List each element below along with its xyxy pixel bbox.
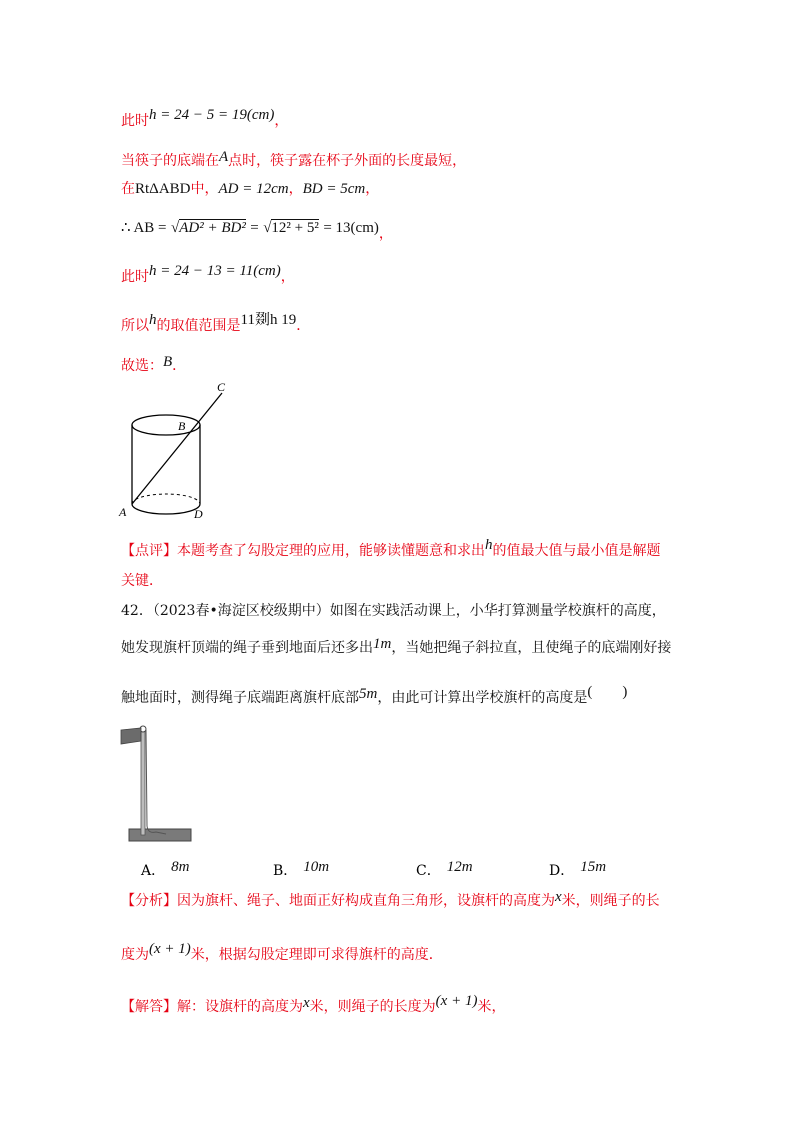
sqrt-sign: √ bbox=[263, 220, 272, 236]
answer-tag: 【解答】 bbox=[121, 999, 177, 1015]
range-formula: 11剟h 19 bbox=[240, 312, 297, 328]
text: 故选： bbox=[121, 358, 163, 374]
option-letter: C． bbox=[416, 863, 441, 879]
analysis-tag: 【分析】 bbox=[121, 893, 177, 909]
option-value: 15m bbox=[580, 859, 607, 875]
text: 米，根据勾股定理即可求得旗杆的高度． bbox=[190, 947, 443, 963]
text: 的值最大值与最小值是解题 bbox=[492, 543, 661, 559]
text: ， bbox=[280, 269, 295, 285]
text: 度为 bbox=[121, 947, 149, 963]
solution-line-7 bbox=[121, 356, 186, 376]
variable: x bbox=[555, 889, 562, 905]
text: 此时 bbox=[121, 269, 149, 285]
cylinder-bottom-front bbox=[132, 504, 200, 514]
analysis-line-2 bbox=[121, 941, 443, 965]
formula: h = 24 − 13 = 11(cm) bbox=[149, 263, 281, 279]
variable: h bbox=[485, 537, 493, 553]
text: 她发现旗杆顶端的绳子垂到地面后还多出 bbox=[121, 640, 373, 656]
text: 关键． bbox=[121, 573, 163, 589]
review-line-1 bbox=[121, 537, 661, 561]
option-letter: B． bbox=[273, 863, 298, 879]
option-a[interactable] bbox=[141, 861, 189, 881]
radicand: 12² + 5² bbox=[271, 220, 319, 236]
radicand: AD² + BD² bbox=[179, 220, 246, 236]
label-c: C bbox=[217, 380, 226, 394]
cylinder-figure bbox=[115, 378, 240, 523]
solution-line-2 bbox=[121, 151, 466, 171]
cylinder-bottom-back bbox=[132, 494, 200, 504]
text: 所以 bbox=[121, 318, 149, 334]
question-line-3 bbox=[121, 684, 628, 708]
variable: x bbox=[303, 995, 310, 1011]
variable: h bbox=[149, 312, 157, 328]
text: ， bbox=[274, 113, 289, 129]
text: ， bbox=[288, 181, 303, 197]
text: 此时 bbox=[121, 113, 149, 129]
solution-line-3 bbox=[121, 179, 379, 199]
label-b: B bbox=[178, 419, 186, 433]
solution-line-4 bbox=[121, 218, 393, 242]
text: 米， bbox=[477, 999, 506, 1015]
option-value: 8m bbox=[171, 859, 190, 875]
option-letter: D． bbox=[549, 863, 575, 879]
formula: AD = 12cm bbox=[218, 181, 289, 197]
answer-blank: ( ) bbox=[587, 684, 628, 700]
label-a: A bbox=[119, 505, 127, 519]
text: ， bbox=[378, 226, 393, 242]
variable: A bbox=[219, 149, 229, 165]
text: ． bbox=[172, 358, 187, 374]
question-line-1 bbox=[121, 601, 666, 621]
text: 点时，筷子露在杯子外面的长度最短， bbox=[228, 153, 467, 169]
formula: (x + 1) bbox=[435, 993, 478, 1009]
option-b[interactable] bbox=[273, 861, 329, 881]
text: 米，则绳子的长度为 bbox=[309, 999, 436, 1015]
text: ． bbox=[296, 318, 311, 334]
solution-line-5 bbox=[121, 263, 295, 287]
text: 中， bbox=[190, 181, 219, 197]
option-value: 12m bbox=[446, 859, 473, 875]
chopstick-line bbox=[132, 393, 222, 504]
flagpole-figure bbox=[118, 722, 198, 847]
formula: 5m bbox=[359, 686, 378, 702]
analysis-line-1 bbox=[121, 891, 660, 911]
text: 因为旗杆、绳子、地面正好构成直角三角形，设旗杆的高度为 bbox=[177, 893, 555, 909]
text: 在 bbox=[121, 181, 135, 197]
ground-base bbox=[129, 829, 191, 841]
sqrt-sign: √ bbox=[170, 220, 180, 236]
label-d: D bbox=[194, 507, 203, 521]
review-tag: 【点评】 bbox=[121, 543, 177, 559]
solution-line-6 bbox=[121, 312, 311, 336]
option-d[interactable] bbox=[549, 861, 606, 881]
formula: (x + 1) bbox=[149, 941, 191, 957]
solution-line-1 bbox=[121, 107, 289, 131]
flag bbox=[121, 728, 141, 744]
pole bbox=[141, 731, 145, 835]
text: ，当她把绳子斜拉直，且使绳子的底端刚好接 bbox=[391, 640, 672, 656]
option-c[interactable] bbox=[416, 861, 473, 881]
formula: h = 24 − 5 = 19(cm) bbox=[149, 107, 275, 123]
text: ，由此可计算出学校旗杆的高度是 bbox=[377, 690, 588, 706]
question-line-2 bbox=[121, 638, 671, 658]
text: 米，则绳子的长 bbox=[561, 893, 660, 909]
option-letter: A． bbox=[141, 863, 166, 879]
text: 42．（2023春•海淀区校级期中）如图在实践活动课上，小华打算测量学校旗杆的高度， bbox=[121, 603, 666, 619]
formula: ∴ AB = bbox=[121, 220, 167, 236]
formula: BD = 5cm bbox=[302, 181, 366, 197]
text: 触地面时，测得绳子底端距离旗杆底部 bbox=[121, 690, 359, 706]
text: ， bbox=[365, 181, 380, 197]
variable: B bbox=[163, 354, 173, 370]
review-line-2 bbox=[121, 571, 163, 591]
formula: = bbox=[250, 220, 259, 236]
text: 的取值范围是 bbox=[156, 318, 241, 334]
text: 本题考查了勾股定理的应用，能够读懂题意和求出 bbox=[177, 543, 485, 559]
triangle-name: RtΔABD bbox=[135, 181, 191, 197]
option-value: 10m bbox=[303, 859, 330, 875]
text: 当筷子的底端在 bbox=[121, 153, 219, 169]
formula: 1m bbox=[373, 636, 392, 652]
formula: = 13(cm) bbox=[323, 220, 379, 236]
text: 解：设旗杆的高度为 bbox=[177, 999, 303, 1015]
rope bbox=[146, 730, 166, 834]
answer-line-1 bbox=[121, 993, 506, 1017]
